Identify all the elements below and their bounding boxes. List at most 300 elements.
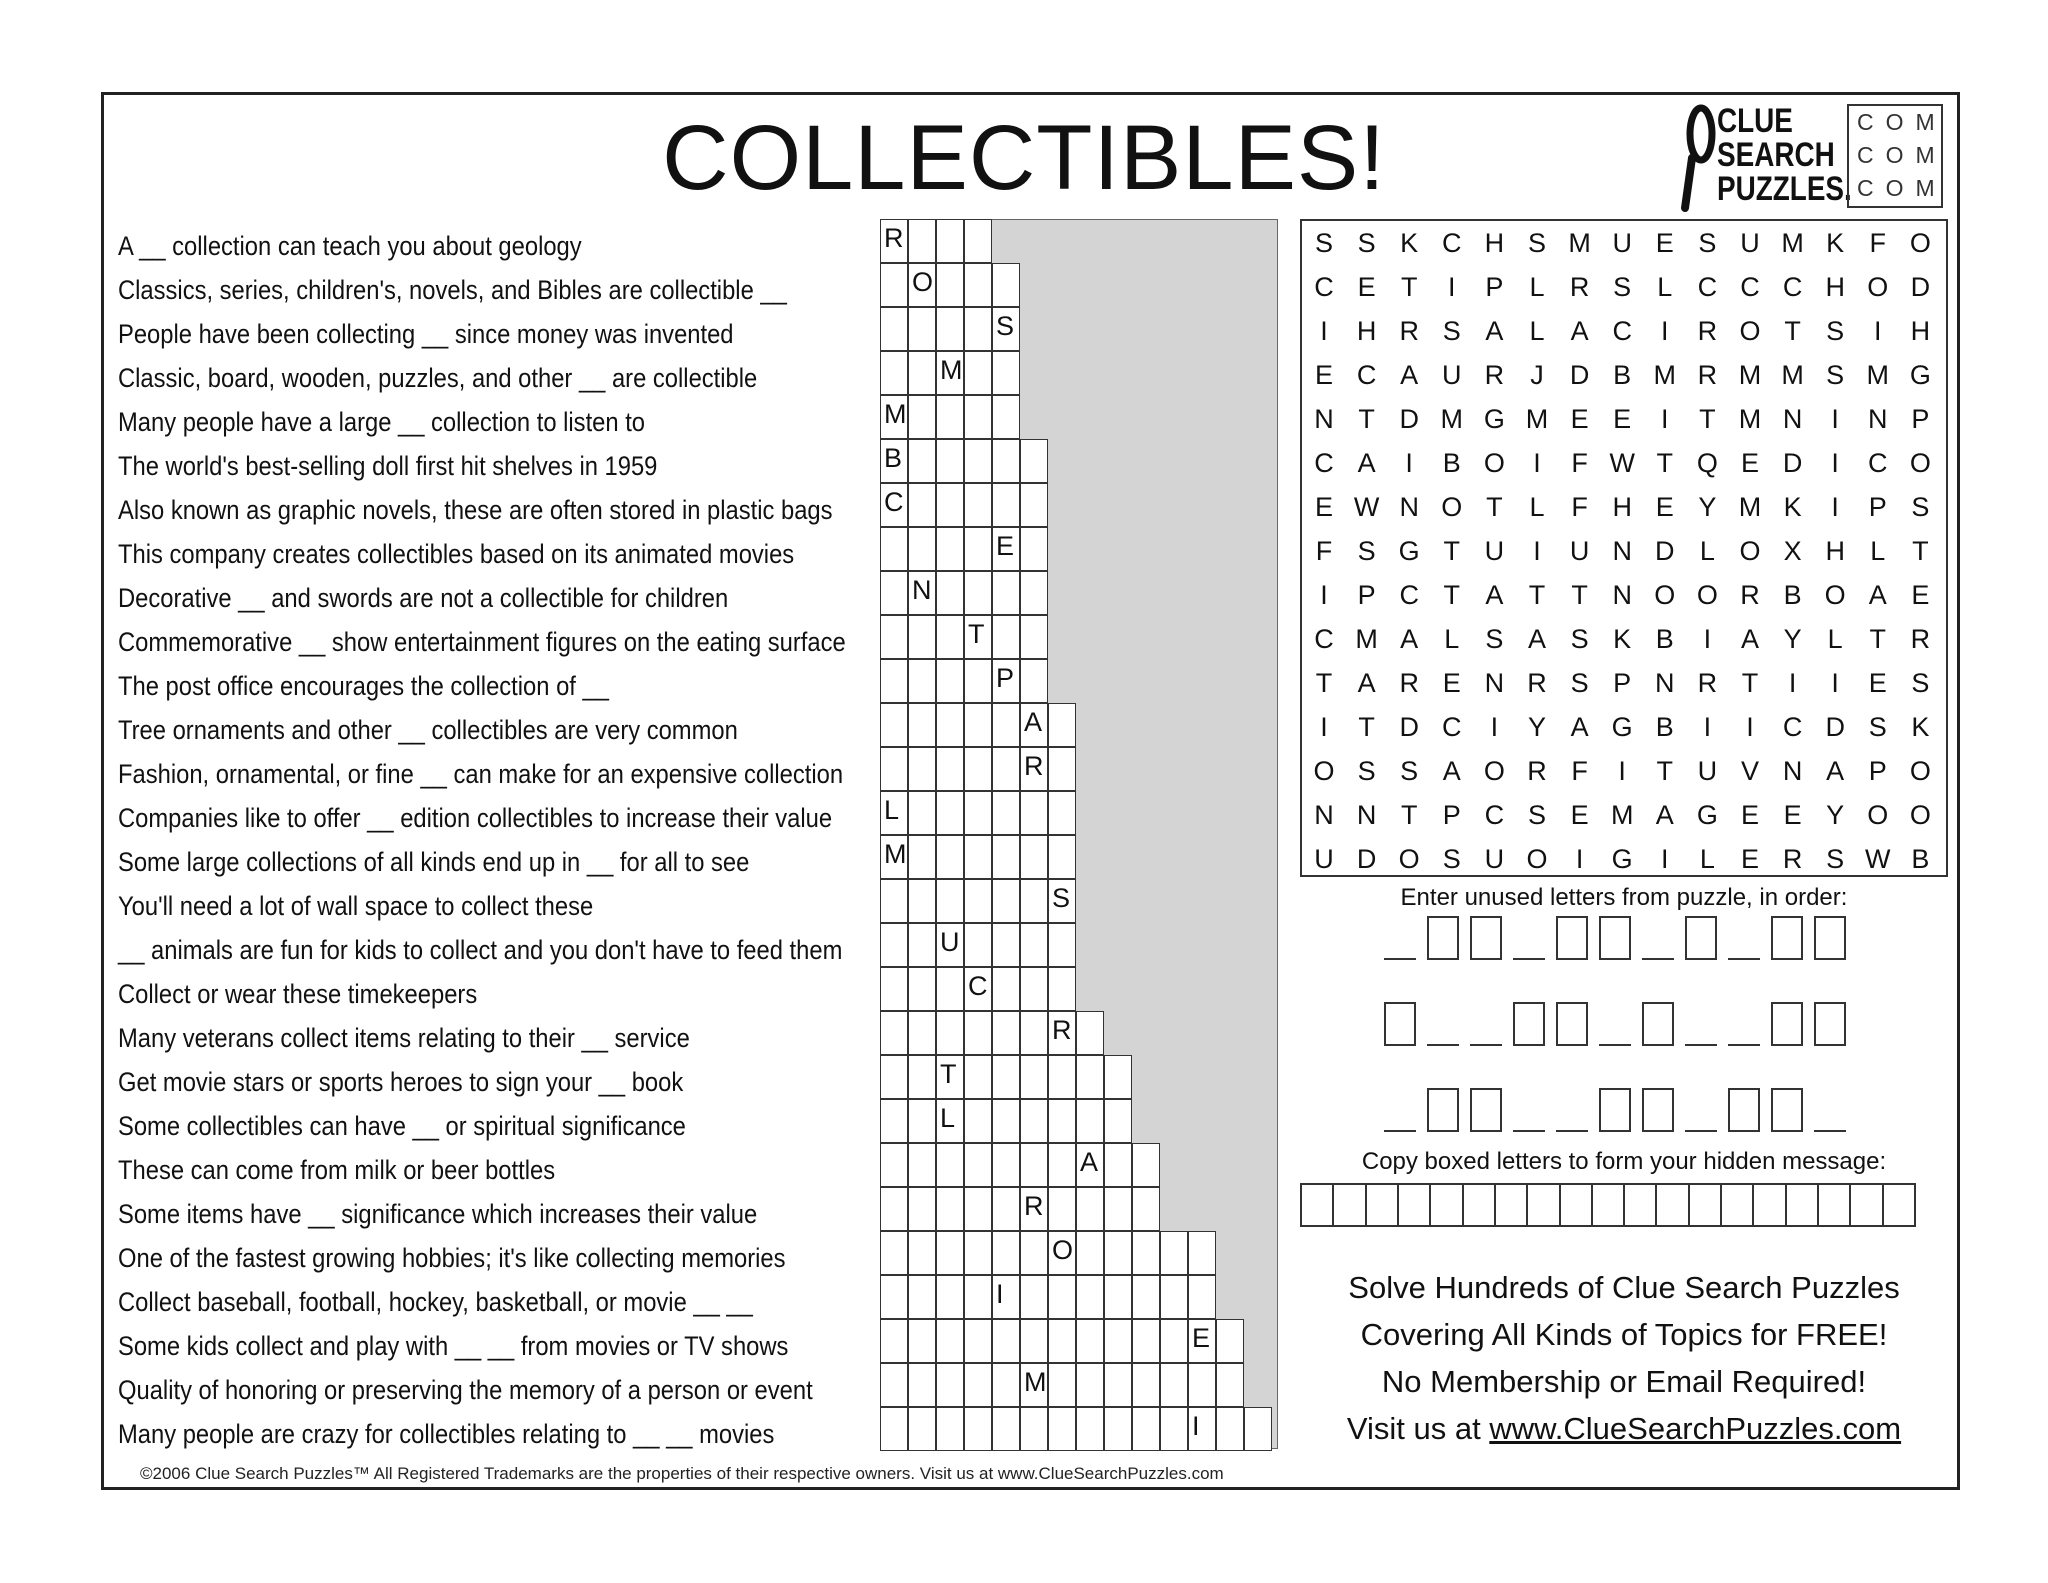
word-search-letter[interactable]: S: [1613, 272, 1632, 302]
unused-letter-blank[interactable]: [1814, 1088, 1846, 1132]
word-search-letter[interactable]: R: [1484, 360, 1505, 390]
answer-cell[interactable]: [936, 879, 964, 923]
word-search-letter[interactable]: C: [1484, 800, 1505, 830]
answer-cell[interactable]: [1020, 967, 1048, 1011]
answer-cell[interactable]: [1216, 1319, 1244, 1363]
answer-cell[interactable]: [1020, 527, 1048, 571]
word-search-letter[interactable]: P: [1868, 756, 1887, 786]
word-search-letter[interactable]: A: [1826, 756, 1845, 786]
word-search-letter[interactable]: S: [1826, 360, 1845, 390]
word-search-letter[interactable]: I: [1320, 316, 1328, 346]
word-search-letter[interactable]: K: [1826, 228, 1845, 258]
word-search-letter[interactable]: T: [1400, 800, 1418, 830]
answer-cell[interactable]: [964, 527, 992, 571]
unused-letter-blank[interactable]: [1513, 1088, 1545, 1132]
answer-cell[interactable]: [1020, 439, 1048, 483]
word-search-letter[interactable]: R: [1527, 668, 1547, 698]
word-search-letter[interactable]: H: [1910, 316, 1931, 346]
word-search-letter[interactable]: O: [1909, 800, 1931, 830]
website-link[interactable]: www.ClueSearchPuzzles.com: [1489, 1411, 1902, 1446]
answer-cell[interactable]: [964, 1231, 992, 1275]
answer-cell[interactable]: [1048, 791, 1076, 835]
word-search-letter[interactable]: C: [1314, 448, 1334, 478]
word-search-letter[interactable]: A: [1570, 316, 1589, 346]
word-search-letter[interactable]: T: [1400, 272, 1418, 302]
word-search-letter[interactable]: K: [1400, 228, 1419, 258]
word-search-letter[interactable]: S: [1911, 668, 1930, 698]
answer-cell[interactable]: [964, 703, 992, 747]
word-search-letter[interactable]: S: [1911, 492, 1930, 522]
word-search-letter[interactable]: T: [1784, 316, 1801, 346]
answer-cell[interactable]: [908, 967, 936, 1011]
answer-cell[interactable]: [1244, 1407, 1272, 1451]
word-search-letter[interactable]: N: [1782, 756, 1803, 786]
hidden-message-box[interactable]: [1367, 1185, 1399, 1225]
word-search-letter[interactable]: I: [1575, 844, 1584, 874]
word-search-letter[interactable]: L: [1444, 624, 1460, 654]
word-search-letter[interactable]: V: [1740, 756, 1759, 786]
word-search-letter[interactable]: I: [1618, 756, 1626, 786]
word-search-letter[interactable]: L: [1699, 536, 1715, 566]
word-search-letter[interactable]: D: [1399, 404, 1419, 434]
answer-cell[interactable]: [908, 395, 936, 439]
word-search-letter[interactable]: J: [1530, 360, 1544, 390]
word-search-letter[interactable]: C: [1782, 712, 1803, 742]
word-search-letter[interactable]: T: [1656, 756, 1674, 786]
word-search-letter[interactable]: O: [1696, 580, 1718, 610]
answer-cell-hint[interactable]: B: [880, 439, 908, 483]
answer-cell[interactable]: [908, 1099, 936, 1143]
answer-cell-hint[interactable]: R: [1020, 1187, 1048, 1231]
answer-cell[interactable]: [1132, 1187, 1160, 1231]
word-search-letter[interactable]: A: [1527, 624, 1546, 654]
answer-cell[interactable]: [880, 747, 908, 791]
answer-cell[interactable]: [1048, 703, 1076, 747]
word-search-letter[interactable]: P: [1442, 800, 1461, 830]
unused-letter-box[interactable]: [1814, 916, 1846, 960]
word-search-letter[interactable]: F: [1315, 536, 1333, 566]
word-search-letter[interactable]: R: [1697, 360, 1718, 390]
word-search-letter[interactable]: C: [1868, 448, 1888, 478]
answer-cell[interactable]: [936, 219, 964, 263]
word-search-letter[interactable]: R: [1399, 316, 1419, 346]
unused-letter-box[interactable]: [1642, 1002, 1674, 1046]
answer-cell[interactable]: [964, 1143, 992, 1187]
word-search-letter[interactable]: O: [1739, 316, 1761, 346]
word-search-letter[interactable]: M: [1866, 360, 1890, 390]
word-search-letter[interactable]: E: [1655, 228, 1674, 258]
answer-cell[interactable]: [964, 1363, 992, 1407]
word-search-letter[interactable]: E: [1570, 800, 1589, 830]
answer-cell[interactable]: [992, 1011, 1020, 1055]
word-search-letter[interactable]: I: [1320, 580, 1328, 610]
answer-cell[interactable]: [936, 747, 964, 791]
answer-cell[interactable]: [1076, 1231, 1104, 1275]
answer-cell[interactable]: [1104, 1143, 1132, 1187]
answer-cell[interactable]: [908, 527, 936, 571]
word-search-letter[interactable]: G: [1611, 844, 1633, 874]
word-search-letter[interactable]: T: [1443, 536, 1461, 566]
word-search-letter[interactable]: I: [1831, 492, 1839, 522]
answer-cell[interactable]: [1020, 791, 1048, 835]
word-search-letter[interactable]: I: [1831, 404, 1839, 434]
word-search-letter[interactable]: N: [1612, 536, 1632, 566]
word-search-letter[interactable]: U: [1697, 756, 1718, 786]
answer-cell[interactable]: [1160, 1363, 1188, 1407]
answer-cell[interactable]: [1020, 483, 1048, 527]
answer-cell[interactable]: [964, 1407, 992, 1451]
word-search-letter[interactable]: C: [1314, 624, 1334, 654]
answer-cell[interactable]: [1132, 1143, 1160, 1187]
word-search-letter[interactable]: O: [1313, 756, 1335, 786]
word-search-letter[interactable]: I: [1533, 448, 1541, 478]
word-search-letter[interactable]: I: [1448, 272, 1456, 302]
word-search-letter[interactable]: K: [1911, 712, 1930, 742]
answer-cell[interactable]: [936, 615, 964, 659]
answer-cell[interactable]: [880, 703, 908, 747]
unused-letter-box[interactable]: [1470, 1088, 1502, 1132]
answer-cell[interactable]: [1132, 1275, 1160, 1319]
word-search-letter[interactable]: U: [1484, 536, 1505, 566]
answer-cell-hint[interactable]: C: [880, 483, 908, 527]
answer-cell[interactable]: [880, 351, 908, 395]
answer-cell[interactable]: [908, 1187, 936, 1231]
word-search-letter[interactable]: P: [1911, 404, 1930, 434]
answer-cell[interactable]: [908, 747, 936, 791]
word-search-letter[interactable]: A: [1357, 448, 1376, 478]
answer-cell[interactable]: [992, 967, 1020, 1011]
word-search-letter[interactable]: H: [1612, 492, 1632, 522]
word-search-letter[interactable]: U: [1569, 536, 1590, 566]
word-search-letter[interactable]: R: [1740, 580, 1760, 610]
answer-cell[interactable]: [908, 483, 936, 527]
word-search-letter[interactable]: M: [1738, 360, 1762, 390]
word-search-letter[interactable]: O: [1909, 448, 1931, 478]
answer-cell[interactable]: [1216, 1407, 1244, 1451]
word-search-letter[interactable]: I: [1703, 624, 1712, 654]
word-search-letter[interactable]: E: [1783, 800, 1802, 830]
answer-cell-hint[interactable]: E: [992, 527, 1020, 571]
word-search-letter[interactable]: T: [1741, 668, 1759, 698]
word-search-letter[interactable]: A: [1400, 360, 1419, 390]
answer-cell[interactable]: [1188, 1363, 1216, 1407]
word-search-letter[interactable]: N: [1399, 492, 1419, 522]
answer-cell[interactable]: [1076, 1363, 1104, 1407]
answer-cell[interactable]: [1132, 1407, 1160, 1451]
answer-cell[interactable]: [964, 1055, 992, 1099]
answer-cell[interactable]: [992, 879, 1020, 923]
answer-cell[interactable]: [880, 923, 908, 967]
answer-cell[interactable]: [908, 1143, 936, 1187]
answer-cell-hint[interactable]: R: [880, 219, 908, 263]
answer-cell[interactable]: [908, 1231, 936, 1275]
word-search-letter[interactable]: F: [1571, 448, 1588, 478]
answer-cell-hint[interactable]: M: [936, 351, 964, 395]
answer-cell[interactable]: [936, 527, 964, 571]
answer-cell[interactable]: [964, 659, 992, 703]
word-search-letter[interactable]: B: [1655, 624, 1674, 654]
answer-cell[interactable]: [964, 439, 992, 483]
word-search-letter[interactable]: M: [1781, 228, 1804, 258]
answer-cell-hint[interactable]: M: [880, 835, 908, 879]
word-search-letter[interactable]: P: [1485, 272, 1504, 302]
answer-cell-hint[interactable]: S: [1048, 879, 1076, 923]
word-search-letter[interactable]: A: [1570, 712, 1589, 742]
hidden-message-box[interactable]: [1690, 1185, 1722, 1225]
hidden-message-box[interactable]: [1528, 1185, 1560, 1225]
word-search-letter[interactable]: D: [1356, 844, 1377, 874]
answer-cell[interactable]: [1104, 1231, 1132, 1275]
answer-cell[interactable]: [880, 967, 908, 1011]
hidden-message-box[interactable]: [1754, 1185, 1786, 1225]
word-search-letter[interactable]: A: [1655, 800, 1674, 830]
answer-cell[interactable]: [936, 791, 964, 835]
word-search-letter[interactable]: U: [1484, 844, 1505, 874]
hidden-message-box[interactable]: [1851, 1185, 1883, 1225]
answer-cell-hint[interactable]: R: [1020, 747, 1048, 791]
word-search-letter[interactable]: D: [1825, 712, 1845, 742]
answer-cell[interactable]: [1104, 1407, 1132, 1451]
answer-cell[interactable]: [992, 351, 1020, 395]
word-search-letter[interactable]: S: [1826, 844, 1845, 874]
word-search-letter[interactable]: F: [1571, 492, 1588, 522]
word-search-letter[interactable]: O: [1824, 580, 1846, 610]
answer-cell[interactable]: [1104, 1099, 1132, 1143]
word-search-letter[interactable]: C: [1782, 272, 1803, 302]
hidden-message-box[interactable]: [1431, 1185, 1463, 1225]
answer-cell[interactable]: [992, 703, 1020, 747]
unused-letter-blank[interactable]: [1384, 916, 1416, 960]
word-search-letter[interactable]: B: [1442, 448, 1461, 478]
word-search-letter[interactable]: S: [1527, 228, 1546, 258]
answer-cell[interactable]: [1076, 1055, 1104, 1099]
unused-letter-blank[interactable]: [1599, 1002, 1631, 1046]
answer-cell[interactable]: [1216, 1363, 1244, 1407]
answer-cell-hint[interactable]: A: [1020, 703, 1048, 747]
answer-cell[interactable]: [1076, 1319, 1104, 1363]
word-search-letter[interactable]: A: [1442, 756, 1461, 786]
answer-cell[interactable]: [992, 923, 1020, 967]
word-search-letter[interactable]: B: [1911, 844, 1930, 874]
word-search-letter[interactable]: T: [1699, 404, 1716, 434]
answer-cell[interactable]: [1160, 1407, 1188, 1451]
word-search-letter[interactable]: D: [1569, 360, 1590, 390]
unused-letter-box[interactable]: [1599, 1088, 1631, 1132]
word-search-letter[interactable]: E: [1740, 800, 1759, 830]
word-search-letter[interactable]: I: [1661, 404, 1669, 434]
unused-letter-blank[interactable]: [1384, 1088, 1416, 1132]
unused-letter-blank[interactable]: [1470, 1002, 1502, 1046]
unused-letter-box[interactable]: [1685, 916, 1717, 960]
word-search-letter[interactable]: E: [1868, 668, 1887, 698]
answer-cell[interactable]: [992, 395, 1020, 439]
answer-cell-hint[interactable]: O: [908, 263, 936, 307]
answer-cell[interactable]: [880, 1055, 908, 1099]
word-search-letter[interactable]: H: [1825, 272, 1845, 302]
answer-cell[interactable]: [936, 703, 964, 747]
answer-cell[interactable]: [1048, 835, 1076, 879]
word-search-letter[interactable]: Y: [1783, 624, 1802, 654]
word-search-letter[interactable]: E: [1357, 272, 1376, 302]
word-search-letter[interactable]: U: [1740, 228, 1760, 258]
answer-cell[interactable]: [964, 923, 992, 967]
unused-letter-blank[interactable]: [1685, 1002, 1717, 1046]
answer-cell[interactable]: [880, 1187, 908, 1231]
word-search-letter[interactable]: B: [1783, 580, 1802, 610]
word-search-letter[interactable]: I: [1320, 712, 1328, 742]
answer-cell[interactable]: [992, 615, 1020, 659]
word-search-letter[interactable]: U: [1314, 844, 1334, 874]
hidden-message-box[interactable]: [1561, 1185, 1593, 1225]
word-search-letter[interactable]: R: [1697, 668, 1718, 698]
word-search-letter[interactable]: N: [1314, 404, 1334, 434]
answer-cell-hint[interactable]: M: [1020, 1363, 1048, 1407]
word-search-letter[interactable]: I: [1405, 448, 1413, 478]
answer-cell[interactable]: [964, 263, 992, 307]
answer-cell-hint[interactable]: U: [936, 923, 964, 967]
answer-cell[interactable]: [1048, 1143, 1076, 1187]
answer-cell[interactable]: [992, 1319, 1020, 1363]
word-search-letter[interactable]: O: [1654, 580, 1676, 610]
word-search-letter[interactable]: S: [1826, 316, 1845, 346]
word-search-letter[interactable]: A: [1740, 624, 1759, 654]
answer-cell[interactable]: [1160, 1231, 1188, 1275]
answer-cell[interactable]: [1020, 879, 1048, 923]
hidden-message-box[interactable]: [1787, 1185, 1819, 1225]
word-search-letter[interactable]: M: [1653, 360, 1677, 390]
word-search-letter[interactable]: U: [1612, 228, 1632, 258]
answer-cell[interactable]: [880, 1231, 908, 1275]
word-search-letter[interactable]: M: [1568, 228, 1591, 258]
word-search-letter[interactable]: C: [1356, 360, 1377, 390]
unused-letter-box[interactable]: [1771, 1002, 1803, 1046]
answer-cell[interactable]: [964, 219, 992, 263]
answer-cell[interactable]: [880, 1011, 908, 1055]
answer-cell[interactable]: [908, 835, 936, 879]
unused-letter-box[interactable]: [1513, 1002, 1545, 1046]
unused-letter-box[interactable]: [1384, 1002, 1416, 1046]
answer-cell-hint[interactable]: T: [936, 1055, 964, 1099]
word-search-letter[interactable]: D: [1399, 712, 1419, 742]
answer-cell[interactable]: [964, 1275, 992, 1319]
word-search-letter[interactable]: O: [1909, 756, 1931, 786]
word-search-letter[interactable]: G: [1483, 404, 1505, 434]
word-search-letter[interactable]: G: [1909, 360, 1931, 390]
word-search-letter[interactable]: O: [1867, 800, 1889, 830]
word-search-letter[interactable]: L: [1529, 316, 1545, 346]
word-search-letter[interactable]: A: [1485, 316, 1504, 346]
word-search-letter[interactable]: A: [1400, 624, 1419, 654]
word-search-letter[interactable]: T: [1528, 580, 1546, 610]
word-search-letter[interactable]: O: [1909, 228, 1931, 258]
answer-cell[interactable]: [992, 791, 1020, 835]
answer-cell[interactable]: [1020, 1319, 1048, 1363]
word-search-letter[interactable]: S: [1442, 316, 1461, 346]
word-search-letter[interactable]: S: [1868, 712, 1887, 742]
word-search-letter[interactable]: S: [1698, 228, 1717, 258]
answer-cell-hint[interactable]: S: [992, 307, 1020, 351]
unused-letter-box[interactable]: [1556, 916, 1588, 960]
word-search-letter[interactable]: S: [1357, 228, 1376, 258]
answer-cell[interactable]: [1020, 1407, 1048, 1451]
answer-cell[interactable]: [992, 1143, 1020, 1187]
answer-cell[interactable]: [964, 1187, 992, 1231]
answer-cell[interactable]: [1188, 1275, 1216, 1319]
unused-letter-blank[interactable]: [1728, 916, 1760, 960]
answer-cell[interactable]: [992, 483, 1020, 527]
answer-cell[interactable]: [1048, 967, 1076, 1011]
answer-cell[interactable]: [880, 571, 908, 615]
answer-cell[interactable]: [908, 703, 936, 747]
answer-cell[interactable]: [1020, 659, 1048, 703]
answer-cell[interactable]: [908, 307, 936, 351]
answer-cell[interactable]: [1048, 747, 1076, 791]
answer-cell[interactable]: [908, 1319, 936, 1363]
word-search-letter[interactable]: I: [1533, 536, 1541, 566]
unused-letter-box[interactable]: [1728, 1088, 1760, 1132]
answer-cell-hint[interactable]: A: [1076, 1143, 1104, 1187]
answer-cell[interactable]: [936, 439, 964, 483]
word-search-letter[interactable]: L: [1529, 492, 1545, 522]
answer-cell-hint[interactable]: O: [1048, 1231, 1076, 1275]
word-search-letter[interactable]: E: [1570, 404, 1589, 434]
answer-cell-hint[interactable]: L: [936, 1099, 964, 1143]
answer-cell[interactable]: [1076, 1187, 1104, 1231]
answer-cell[interactable]: [964, 747, 992, 791]
unused-letter-box[interactable]: [1771, 1088, 1803, 1132]
answer-cell[interactable]: [1020, 835, 1048, 879]
answer-cell[interactable]: [880, 1363, 908, 1407]
answer-cell[interactable]: [908, 439, 936, 483]
word-search-letter[interactable]: O: [1867, 272, 1889, 302]
hidden-message-box[interactable]: [1334, 1185, 1366, 1225]
answer-cell[interactable]: [1020, 1011, 1048, 1055]
answer-cell[interactable]: [1048, 1319, 1076, 1363]
word-search-letter[interactable]: L: [1657, 272, 1673, 302]
answer-cell[interactable]: [964, 307, 992, 351]
unused-letter-blank[interactable]: [1685, 1088, 1717, 1132]
answer-cell[interactable]: [880, 1319, 908, 1363]
word-search-letter[interactable]: H: [1825, 536, 1845, 566]
word-search-letter[interactable]: W: [1609, 448, 1635, 478]
word-search-letter[interactable]: O: [1441, 492, 1463, 522]
word-search-letter[interactable]: S: [1400, 756, 1419, 786]
answer-cell[interactable]: [880, 1407, 908, 1451]
answer-cell-hint[interactable]: E: [1188, 1319, 1216, 1363]
word-search-letter[interactable]: D: [1782, 448, 1803, 478]
word-search-letter[interactable]: S: [1357, 536, 1376, 566]
word-search-letter[interactable]: M: [1738, 404, 1762, 434]
answer-cell[interactable]: [1104, 1319, 1132, 1363]
word-search-letter[interactable]: P: [1868, 492, 1887, 522]
answer-cell[interactable]: [936, 395, 964, 439]
answer-cell[interactable]: [936, 967, 964, 1011]
answer-cell[interactable]: [992, 439, 1020, 483]
word-search-letter[interactable]: M: [1440, 404, 1464, 434]
word-search-letter[interactable]: N: [1655, 668, 1675, 698]
answer-cell[interactable]: [880, 527, 908, 571]
word-search-letter[interactable]: A: [1357, 668, 1376, 698]
answer-cell[interactable]: [936, 263, 964, 307]
answer-cell[interactable]: [936, 835, 964, 879]
word-search-letter[interactable]: N: [1868, 404, 1888, 434]
answer-cell[interactable]: [1132, 1319, 1160, 1363]
answer-cell[interactable]: [992, 835, 1020, 879]
answer-cell-hint[interactable]: P: [992, 659, 1020, 703]
word-search-letter[interactable]: G: [1696, 800, 1718, 830]
word-search-letter[interactable]: I: [1661, 316, 1669, 346]
answer-cell[interactable]: [1020, 1275, 1048, 1319]
